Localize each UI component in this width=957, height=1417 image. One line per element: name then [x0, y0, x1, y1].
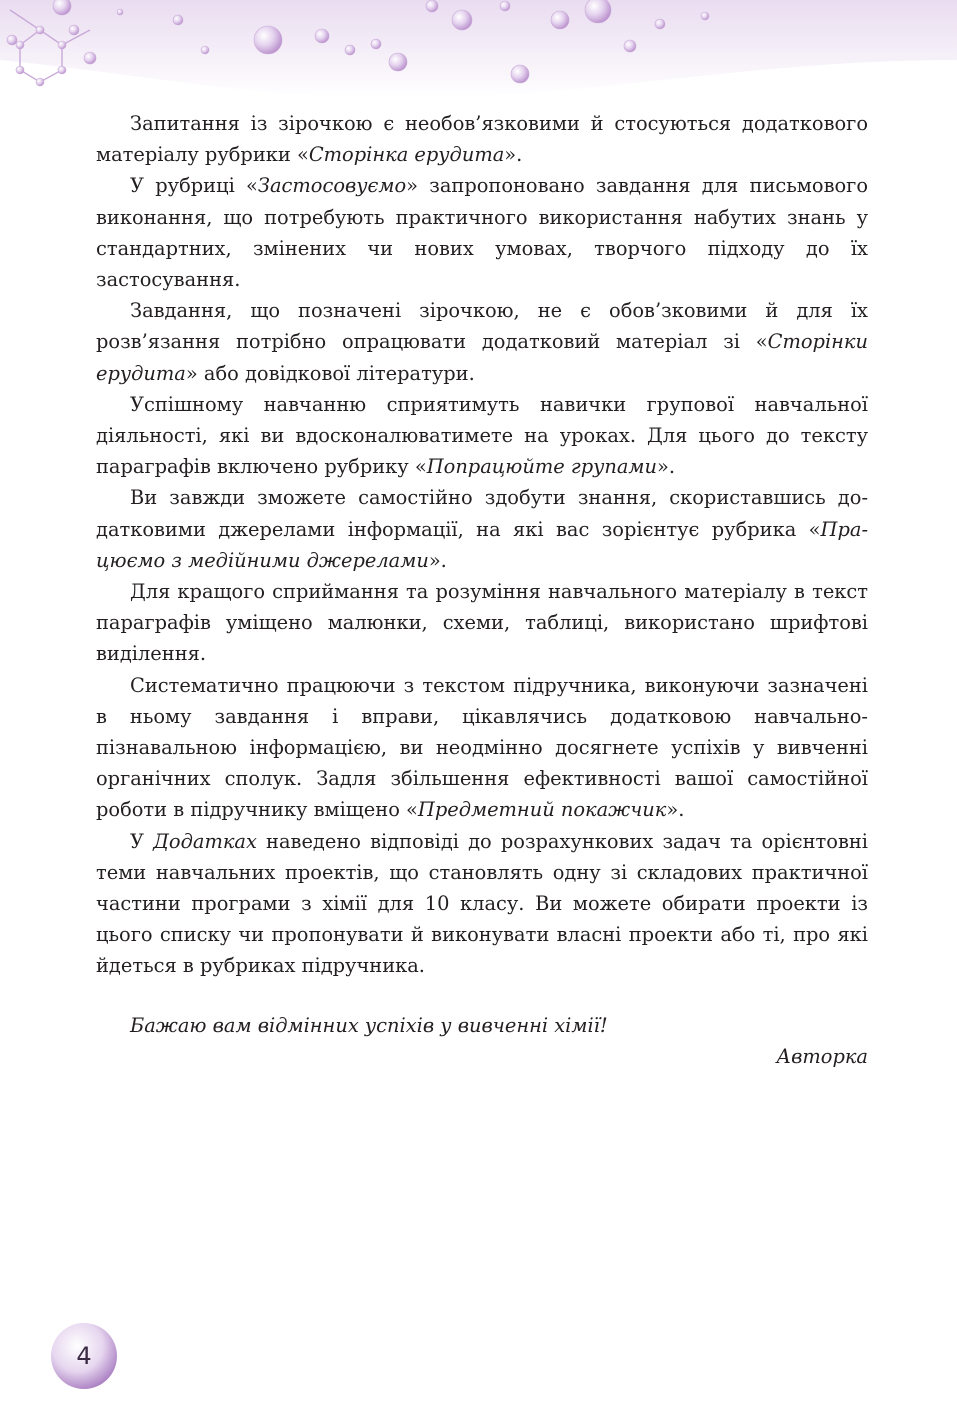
- text-run: Запитання із зірочкою є необов’язковими й стосуються додаткового матеріалу рубрики «: [96, 112, 868, 167]
- body-text: [96, 108, 868, 1072]
- text-run: У: [130, 829, 154, 853]
- author-signature: Авторка: [776, 1044, 868, 1068]
- text-run: » запропоновано завдання для письмового виконання, що потребують практичного використання набутих знань у стандартних, змінених чи нових умовах, творчого підходу до їх застосування.: [96, 174, 868, 292]
- text-run: наведено відповіді до розрахункових задач та орієнтовні теми навчальних проектів, що становлять одну зі складових практичної частини програми з хімії для 10 класу. Ви можете обирати проекти із цього списку чи пропонувати й виконувати власні проекти або ті, про які йдеться в рубриках підручника.: [96, 829, 868, 978]
- text-run: ».: [666, 798, 685, 822]
- page-number: 4: [76, 1342, 92, 1370]
- text-run: Ви завжди зможете самостійно здобути знання, скориставшись додатковими джерелами інформації, на які вас зорієнтує рубрика «: [96, 486, 868, 541]
- text-run: Для кращого сприймання та розуміння навчального матеріалу в текст параграфів уміщено малюнки, схеми, таблиці, використано шрифтові виділення.: [96, 580, 868, 666]
- paragraph: [96, 108, 868, 170]
- text-run: Успішному навчанню сприятимуть навички групової навчальної діяльності, які ви вдосконалюватимете на уроках. Для цього до тексту параграфів включено рубрику «: [96, 392, 868, 479]
- italic-term: Додатках: [153, 829, 257, 853]
- text-run: Завдання, що позначені зірочкою, не є обов’зковими й для їх розв’язання потрібно опрацювати додатковий матеріал зі «: [96, 299, 868, 354]
- decorative-header-molecules: [0, 0, 957, 110]
- text-run: ».: [428, 548, 447, 572]
- text-run: Систематично працюючи з текстом підручника, виконуючи зазначені в ньому завдання і вправи, цікавлячись додатковою навчально-пізнавальною інформацією, ви неодмінно досягнете успіхів у вивченні органічних сполук. Задля збільшення ефективності вашої самостійної роботи в підручнику вміщено «: [96, 673, 868, 822]
- paragraph: [96, 482, 868, 576]
- italic-term: Застосовуємо: [257, 174, 407, 198]
- text-run: У рубриці «: [130, 174, 258, 198]
- paragraph: [96, 170, 868, 295]
- text-run: ».: [656, 455, 676, 479]
- paragraph: [96, 826, 868, 982]
- paragraph: [96, 670, 868, 826]
- closing-wish: Бажаю вам відмінних успіхів у вивченні хімії!: [130, 1013, 608, 1037]
- italic-term: Предметний покажчик: [417, 798, 667, 822]
- paragraph: [96, 389, 868, 483]
- italic-term: Працюємо з медійними джерелами: [96, 517, 868, 572]
- text-run: » або довідкової літератури.: [185, 361, 475, 385]
- paragraph: [96, 295, 868, 389]
- paragraph: [96, 576, 868, 670]
- italic-term: Сторінка ерудита: [308, 143, 505, 167]
- italic-term: Попрацюйте групами: [426, 455, 657, 479]
- italic-term: Сторінки ерудита: [96, 330, 868, 385]
- text-run: ».: [504, 143, 523, 167]
